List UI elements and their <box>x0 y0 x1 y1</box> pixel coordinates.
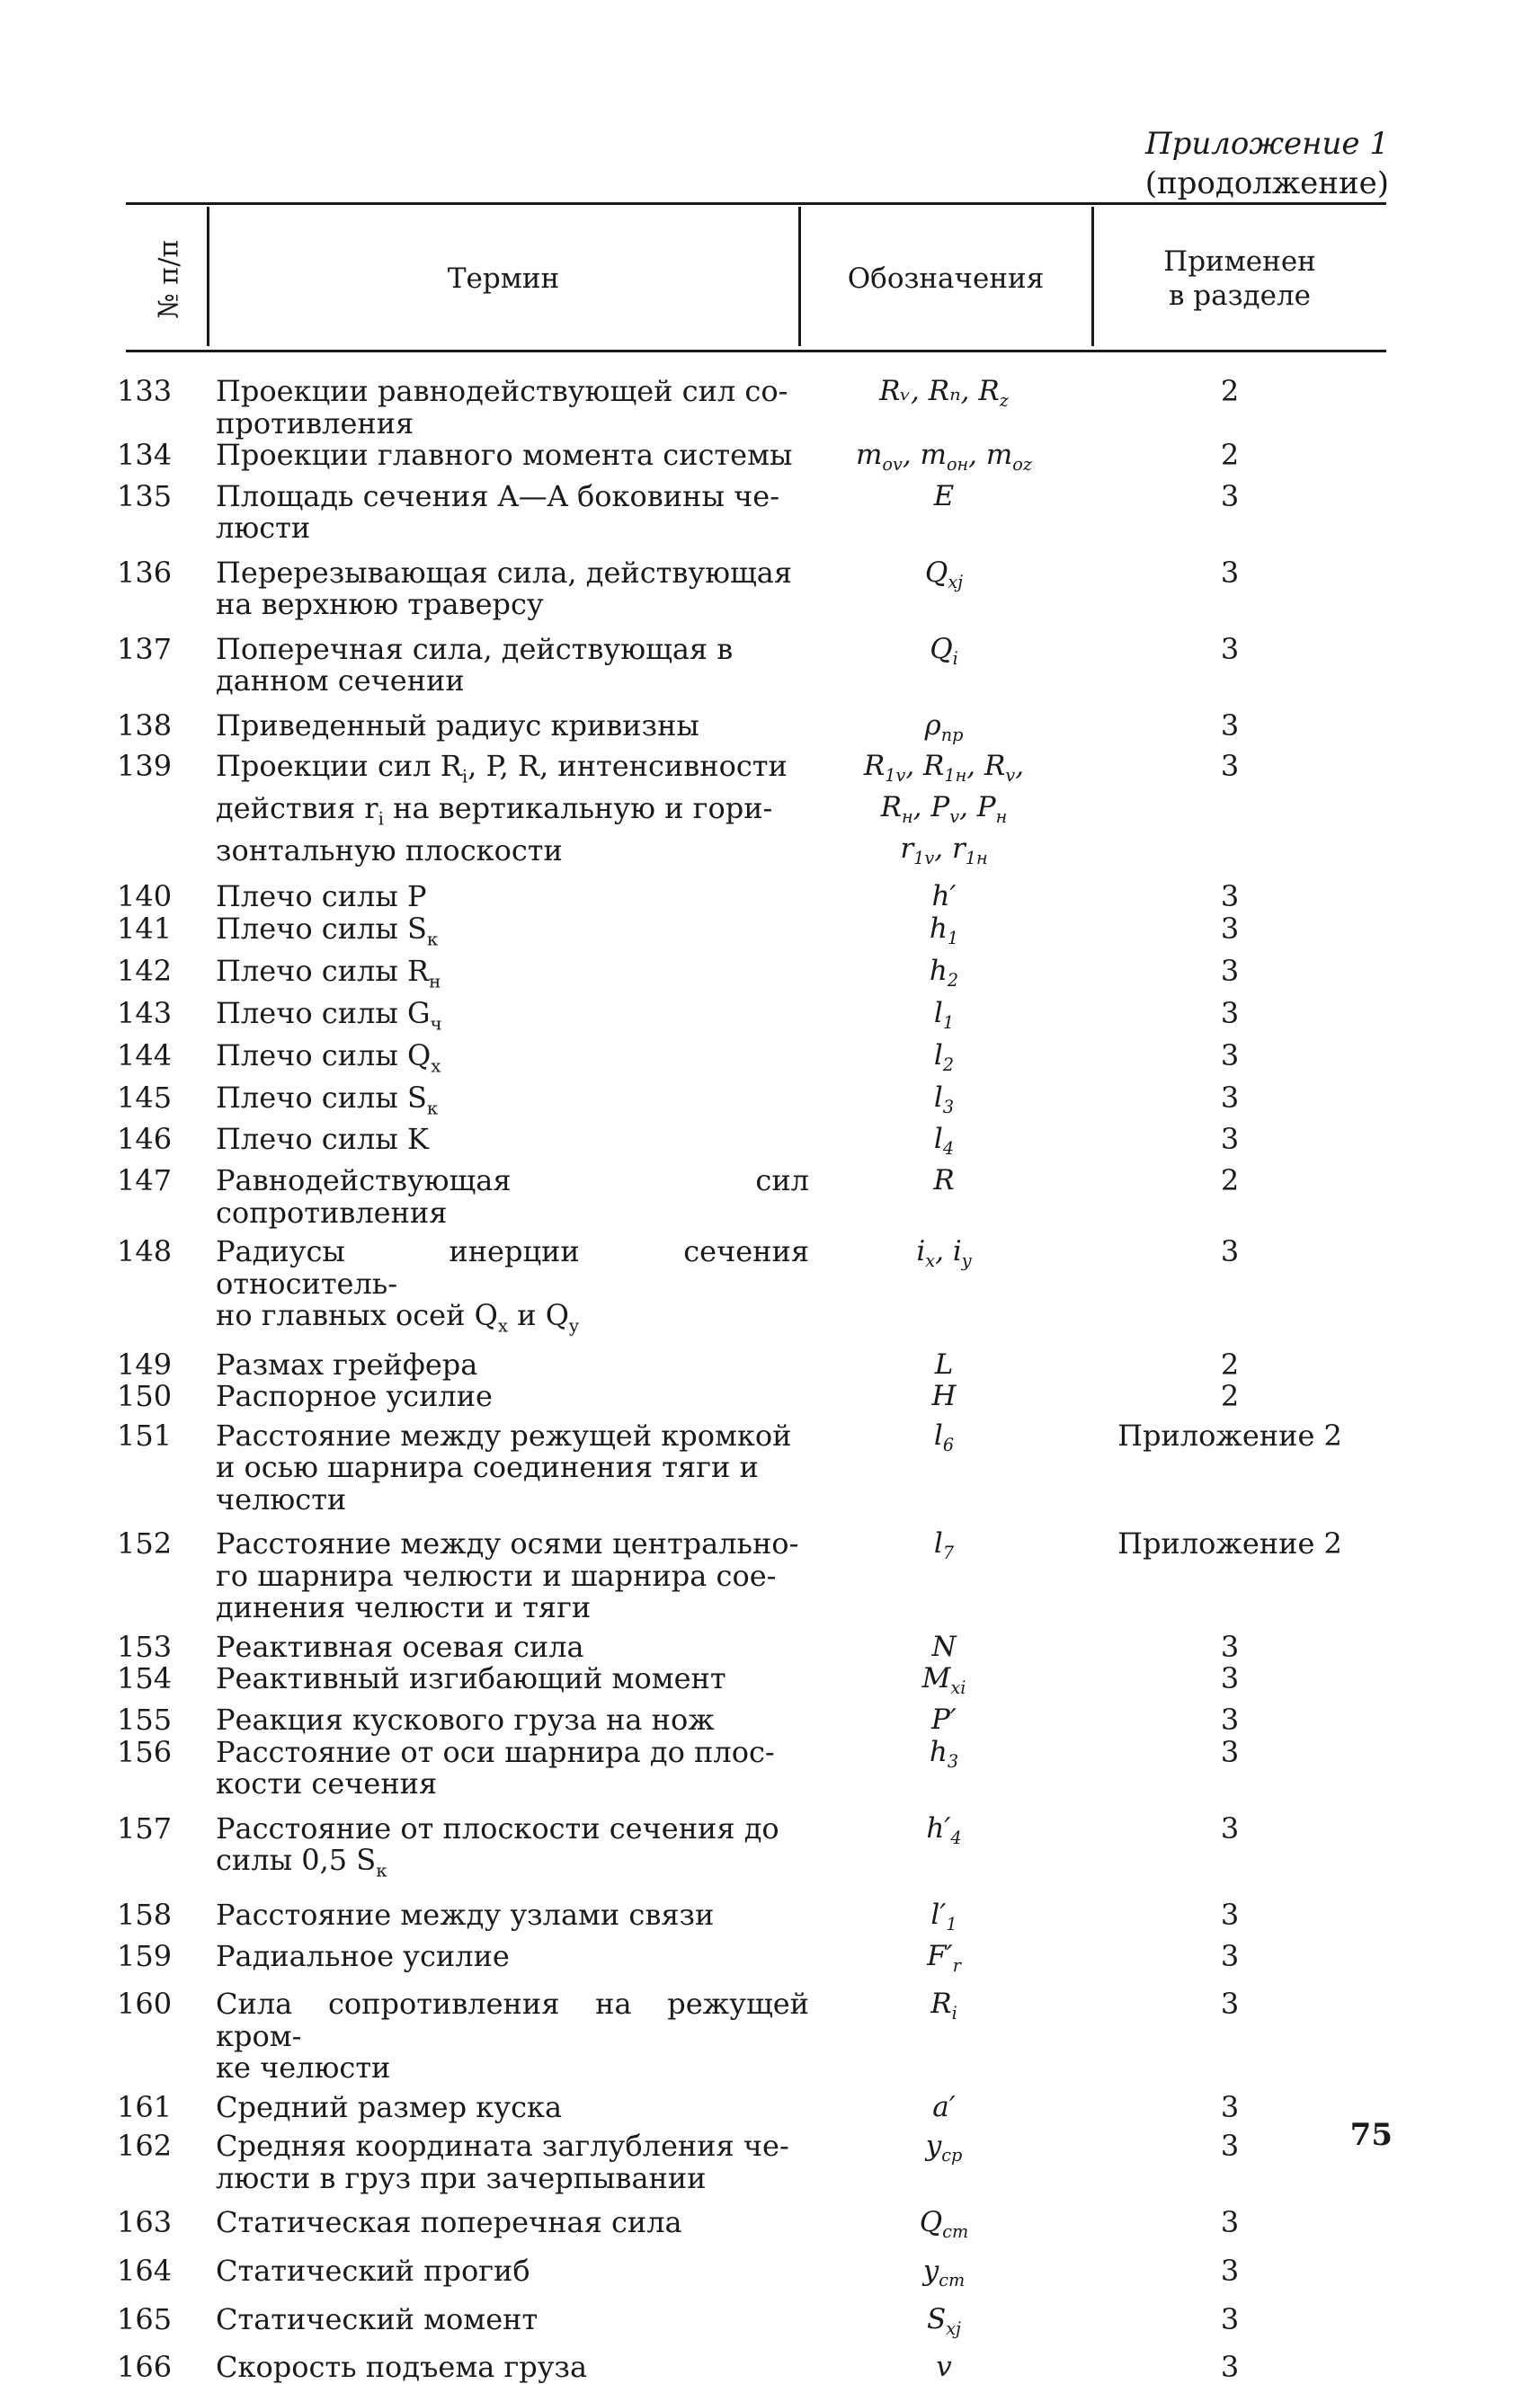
row-term: Равнодействующая сил сопротивления <box>216 1163 809 1230</box>
row-term: Средний размер куска <box>216 2089 563 2124</box>
row-symbol: $h_3$ <box>929 1735 959 1772</box>
row-number: 146 <box>117 1122 173 1157</box>
row-number: 158 <box>117 1898 173 1933</box>
table-row <box>0 995 1540 1040</box>
row-term: Реакция кускового груза на нож <box>216 1703 715 1738</box>
row-symbol: $l_1$ <box>933 996 955 1033</box>
row-number: 140 <box>117 879 173 914</box>
row-term: Расстояние от плоскости сечения до силы 0,5 $S_к$ <box>216 1810 779 1881</box>
table-row <box>0 478 1540 546</box>
row-term: Распорное усилие <box>216 1379 493 1414</box>
table-header-rule <box>126 350 1386 352</box>
row-number: 141 <box>117 911 173 946</box>
table-row <box>0 1704 1540 1737</box>
row-symbol: $l_7$ <box>933 1527 955 1564</box>
row-number: 154 <box>117 1661 173 1696</box>
row-number: 155 <box>117 1703 173 1738</box>
column-divider <box>1091 207 1094 346</box>
row-section: 3 <box>1220 1234 1240 1269</box>
row-symbol: $l_2$ <box>933 1038 955 1075</box>
row-symbol: $h_1$ <box>929 912 959 949</box>
row-symbol: $l_6$ <box>933 1419 955 1456</box>
row-symbol: $m_{ov}$, $m_{oн}$, $m_{oz}$ <box>856 439 1032 476</box>
row-number: 151 <box>117 1418 173 1453</box>
row-term: Поперечная сила, действующая в данном сечении <box>216 631 734 698</box>
row-section: 2 <box>1220 1163 1240 1198</box>
row-number: 135 <box>117 478 173 513</box>
table-row <box>0 2207 1540 2248</box>
row-symbol: $Q_i$ <box>930 632 958 669</box>
row-section: 3 <box>1220 2089 1240 2124</box>
row-number: 133 <box>117 374 173 408</box>
row-number: 153 <box>117 1629 173 1664</box>
row-section: 3 <box>1220 1080 1240 1115</box>
table-row <box>0 953 1540 998</box>
row-number: 162 <box>117 2129 173 2164</box>
row-symbol: E <box>933 479 955 512</box>
row-term: Проекции главного момента системы <box>216 438 793 472</box>
row-symbol: $R_i$ <box>930 1988 957 2024</box>
row-term: Статический момент <box>216 2301 539 2336</box>
row-number: 150 <box>117 1379 173 1414</box>
table-row <box>0 751 1540 874</box>
table-row <box>0 1899 1540 1941</box>
row-symbol: R <box>933 1164 955 1197</box>
table-row <box>0 707 1540 752</box>
row-section: 2 <box>1220 1347 1240 1382</box>
row-term: Плечо силы P <box>216 879 427 914</box>
row-section: 3 <box>1220 749 1240 784</box>
row-number: 142 <box>117 953 173 988</box>
row-term: Размах грейфера <box>216 1347 478 1382</box>
row-term: Плечо силы $R_н$ <box>216 953 441 992</box>
row-symbol: $y_{ср}$ <box>925 2130 963 2166</box>
appendix-caption <box>1145 124 1389 203</box>
row-term: Площадь сечения A—A боковины че- люсти <box>216 478 779 546</box>
row-term: Плечо силы $G_ч$ <box>216 995 442 1035</box>
row-number: 160 <box>117 1987 173 2022</box>
row-symbol: $h_2$ <box>929 954 959 992</box>
table-row <box>0 2352 1540 2384</box>
row-section: 3 <box>1220 911 1240 946</box>
row-number: 136 <box>117 555 173 590</box>
row-term: Средняя координата заглубления че- люсти в груз при зачерпывании <box>216 2129 789 2195</box>
row-number: 157 <box>117 1810 173 1846</box>
row-term: Приведенный радиус кривизны <box>216 707 699 743</box>
row-symbol: a′ <box>932 2090 956 2123</box>
row-term: Проекции сил $R_i$, P, R, интенсивности действия $r_i$ на вертикальную и гори- зонтальную плоскости <box>216 749 788 868</box>
row-symbol: $M_{xi}$ <box>921 1662 966 1699</box>
row-term: Скорость подъема груза <box>216 2350 588 2384</box>
header-term: Термин <box>447 262 560 295</box>
row-term: Расстояние между осями центрально- го шарнира челюсти и шарнира сое- динения челюсти и тяги <box>216 1526 799 1625</box>
row-section: 2 <box>1220 438 1240 472</box>
row-section: 3 <box>1220 1810 1240 1846</box>
table-row <box>0 1988 1540 2085</box>
row-symbol: $h'_4$ <box>926 1811 962 1848</box>
row-term: Плечо силы $S_к$ <box>216 911 439 950</box>
row-section: 3 <box>1220 2129 1240 2164</box>
row-term: Плечо силы K <box>216 1122 429 1157</box>
row-term: Расстояние между режущей кромкой и осью шарнира соединения тяги и челюсти <box>216 1418 792 1517</box>
row-symbol: $Q_{xj}$ <box>924 556 964 592</box>
row-section: 3 <box>1220 1122 1240 1157</box>
row-section: 3 <box>1220 707 1240 743</box>
table-row <box>0 1810 1540 1887</box>
row-section: 3 <box>1220 555 1240 590</box>
row-section: 3 <box>1220 1987 1240 2022</box>
row-section: 3 <box>1220 953 1240 988</box>
row-section: 3 <box>1220 1703 1240 1738</box>
row-term: Расстояние от оси шарнира до плос- кости сечения <box>216 1734 775 1801</box>
table-row <box>0 440 1540 481</box>
row-section: 3 <box>1220 1938 1240 1973</box>
table-row <box>0 881 1540 913</box>
row-number: 144 <box>117 1037 173 1072</box>
table-row <box>0 1528 1540 1624</box>
row-symbol: P′ <box>931 1703 957 1737</box>
row-number: 138 <box>117 707 173 743</box>
row-symbol: h′ <box>931 880 957 913</box>
row-term: Статическая поперечная сила <box>216 2205 682 2240</box>
table-row <box>0 2089 1540 2124</box>
table-row <box>0 913 1540 956</box>
row-number: 166 <box>117 2350 173 2384</box>
table-row <box>0 1124 1540 1165</box>
row-symbol: $\rho_{пр}$ <box>924 708 964 745</box>
row-symbol: N <box>931 1630 957 1663</box>
table-row <box>0 1037 1540 1082</box>
row-symbol: $Q_{ст}$ <box>919 2206 969 2243</box>
table-top-rule <box>126 202 1386 205</box>
row-symbol: $l_4$ <box>933 1123 955 1160</box>
row-section: 3 <box>1220 2350 1240 2384</box>
row-symbol: $y_{ст}$ <box>922 2255 966 2291</box>
row-term: Плечо силы $S_к$ <box>216 1080 439 1118</box>
row-number: 134 <box>117 438 173 472</box>
row-term: Расстояние между узлами связи <box>216 1898 715 1933</box>
row-term: Плечо силы $Q_x$ <box>216 1037 441 1076</box>
row-symbol: v <box>936 2351 952 2384</box>
row-section: 3 <box>1220 1734 1240 1769</box>
row-section: 3 <box>1220 631 1240 666</box>
row-number: 165 <box>117 2301 173 2336</box>
row-number: 156 <box>117 1734 173 1769</box>
row-number: 164 <box>117 2254 173 2289</box>
row-symbol: L <box>934 1348 954 1381</box>
row-symbol: Rᵥ, Rₙ, $R_z$ <box>879 375 1009 412</box>
table-row <box>0 1236 1540 1342</box>
appendix-subtitle: (продолжение) <box>1144 165 1389 201</box>
table-body <box>0 376 1540 2384</box>
table-row <box>0 1734 1540 1801</box>
row-section: 3 <box>1220 2254 1240 2289</box>
row-number: 137 <box>117 631 173 666</box>
table-row <box>0 2130 1540 2194</box>
table-row <box>0 557 1540 621</box>
header-num: № п/п <box>153 238 185 319</box>
row-term: Проекции равнодействующей сил со- противления <box>216 374 788 440</box>
row-term: Перерезывающая сила, действующая на верхнюю траверсу <box>216 555 793 622</box>
table-row <box>0 1938 1540 1982</box>
row-term: Радиусы инерции сечения относитель- но главных осей $Q_x$ и $Q_y$ <box>216 1234 809 1337</box>
table-row <box>0 1420 1540 1517</box>
row-symbol: $F'_r$ <box>927 1939 961 1976</box>
appendix-title: Приложение 1 <box>1144 126 1389 162</box>
row-number: 143 <box>117 995 173 1030</box>
row-number: 147 <box>117 1163 173 1198</box>
row-section: 3 <box>1220 995 1240 1030</box>
table-row <box>0 631 1540 698</box>
table-row <box>0 1629 1540 1664</box>
table-row <box>0 2301 1540 2345</box>
row-number: 145 <box>117 1080 173 1115</box>
row-section: Приложение 2 <box>1117 1526 1342 1561</box>
row-term: Радиальное усилие <box>216 1938 510 1973</box>
table-row <box>0 1165 1540 1229</box>
row-symbol: $l'_1$ <box>930 1899 957 1935</box>
row-section: 2 <box>1220 374 1240 408</box>
table-row <box>0 1663 1540 1704</box>
row-symbol: $i_x$, $i_y$ <box>916 1235 972 1272</box>
row-section: 3 <box>1220 2205 1240 2240</box>
row-term: Статический прогиб <box>216 2254 530 2289</box>
row-symbol: H <box>931 1380 957 1413</box>
row-section: 3 <box>1220 879 1240 914</box>
row-number: 139 <box>117 749 173 784</box>
header-section: Применен в разделе <box>1163 245 1316 312</box>
row-section: 3 <box>1220 1661 1240 1696</box>
row-symbol: $R_{1v}$, $R_{1н}$, $R_v$, $R_н$, $P_v$, $P_н$ $r_{1v}$, $r_{1н}$ <box>863 750 1025 868</box>
table-row <box>0 2255 1540 2297</box>
row-number: 152 <box>117 1526 173 1561</box>
page-number: 75 <box>1349 2117 1393 2153</box>
table-row <box>0 1349 1540 1382</box>
row-term: Сила сопротивления на режущей кром- ке челюсти <box>216 1987 809 2086</box>
row-term: Реактивный изгибающий момент <box>216 1661 726 1696</box>
row-section: Приложение 2 <box>1117 1418 1342 1453</box>
row-section: 3 <box>1220 478 1240 513</box>
table-row <box>0 376 1540 440</box>
row-symbol: $S_{xj}$ <box>926 2302 962 2339</box>
row-symbol: $l_3$ <box>933 1081 955 1117</box>
row-number: 148 <box>117 1234 173 1269</box>
row-term: Реактивная осевая сила <box>216 1629 584 1664</box>
table-row <box>0 1082 1540 1125</box>
row-section: 2 <box>1220 1379 1240 1414</box>
row-section: 3 <box>1220 1629 1240 1664</box>
column-divider <box>798 207 801 346</box>
row-number: 149 <box>117 1347 173 1382</box>
row-section: 3 <box>1220 2301 1240 2336</box>
table-row <box>0 1381 1540 1413</box>
header-symbol: Обозначения <box>847 262 1045 295</box>
row-number: 163 <box>117 2205 173 2240</box>
column-divider <box>207 207 209 346</box>
row-section: 3 <box>1220 1037 1240 1072</box>
row-number: 161 <box>117 2089 173 2124</box>
row-section: 3 <box>1220 1898 1240 1933</box>
row-number: 159 <box>117 1938 173 1973</box>
